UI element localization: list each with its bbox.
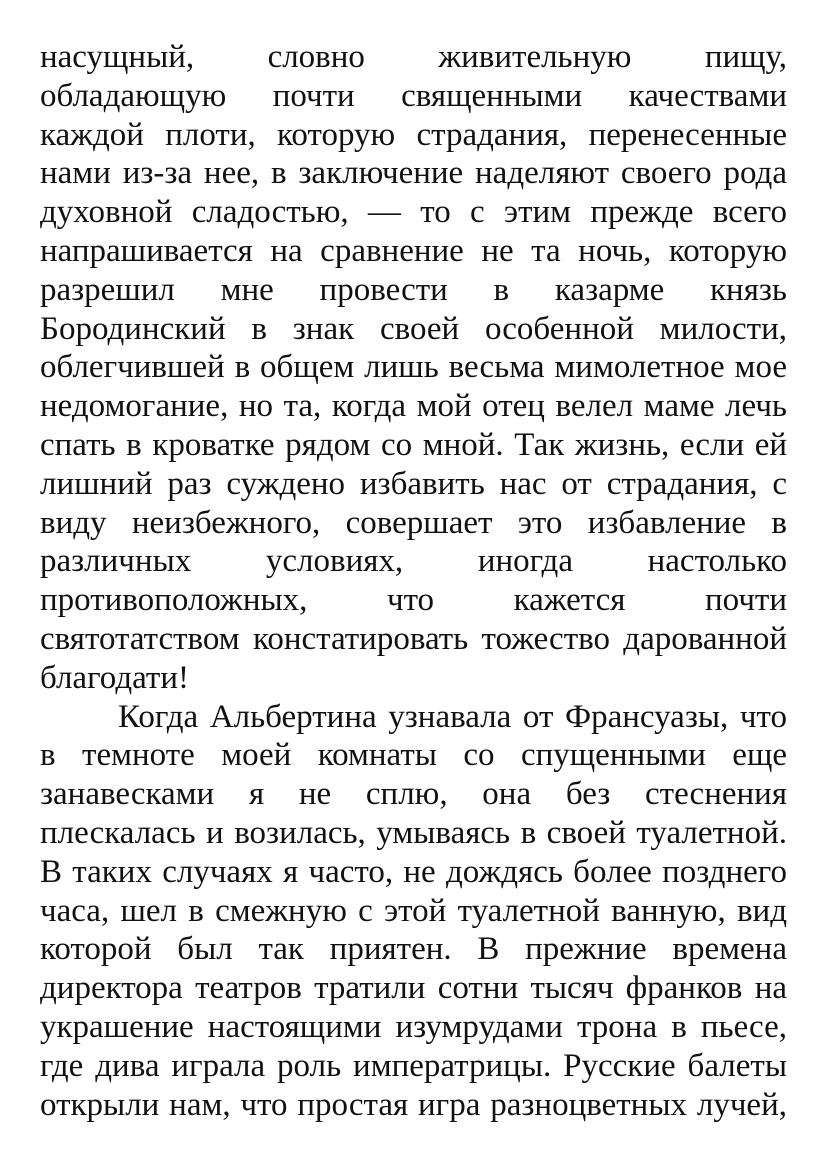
text-line: каждой плоти, которую страдания, перенесенные [40,116,787,153]
text-line: часа, шел в смежную с этой туалетной ванную, вид [40,892,787,929]
document-page [40,38,787,1124]
text-line: недомогание, но та, когда мой отец велел маме лечь [40,388,787,425]
text-line: напрашивается на сравнение не та ночь, которую [40,232,787,269]
text-line: различных условиях, иногда настолько [40,543,787,580]
text-line: в темноте моей комнаты со спущенными еще [40,737,787,774]
text-line: Бородинский в знак своей особенной милости, [40,310,787,347]
text-line: разрешил мне провести в казарме князь [40,271,787,308]
text-line: плескалась и возилась, умываясь в своей туалетной. [40,814,787,851]
text-line: насущный, словно живительную пищу, [40,39,787,75]
paragraph-2 [40,698,787,1125]
text-line: обладающую почти священными качествами [40,77,787,114]
text-line: духовной сладостью, — то с этим прежде всего [40,194,787,231]
text-line: лишний раз суждено избавить нас от страдания, с [40,465,787,502]
text-line: облегчившей в общем лишь весьма мимолетное мое [40,349,787,386]
text-line: В таких случаях я часто, не дождясь более позднего [40,853,787,890]
paragraph-1 [40,38,787,698]
text-line: открыли нам, что простая игра разноцветных лучей, [40,1086,787,1123]
text-line: украшение настоящими изумрудами трона в пьесе, [40,1008,787,1045]
text-line: где дива играла роль императрицы. Русские балеты [40,1047,787,1084]
text-line: противоположных, что кажется почти [40,582,787,619]
text-line: нами из-за нее, в заключение наделяют своего рода [40,155,787,192]
text-line: святотатством констатировать тожество дарованной [40,620,787,657]
text-line: Когда Альбертина узнавала от Франсуазы, что [118,698,787,735]
text-line: благодати! [40,659,189,696]
text-line: виду неизбежного, совершает это избавление в [40,504,787,541]
text-line: спать в кроватке рядом со мной. Так жизнь, если ей [40,426,787,463]
text-line: директора театров тратили сотни тысяч франков на [40,970,787,1007]
text-line: которой был так приятен. В прежние времена [40,931,787,968]
text-line: занавесками я не сплю, она без стеснения [40,776,787,813]
